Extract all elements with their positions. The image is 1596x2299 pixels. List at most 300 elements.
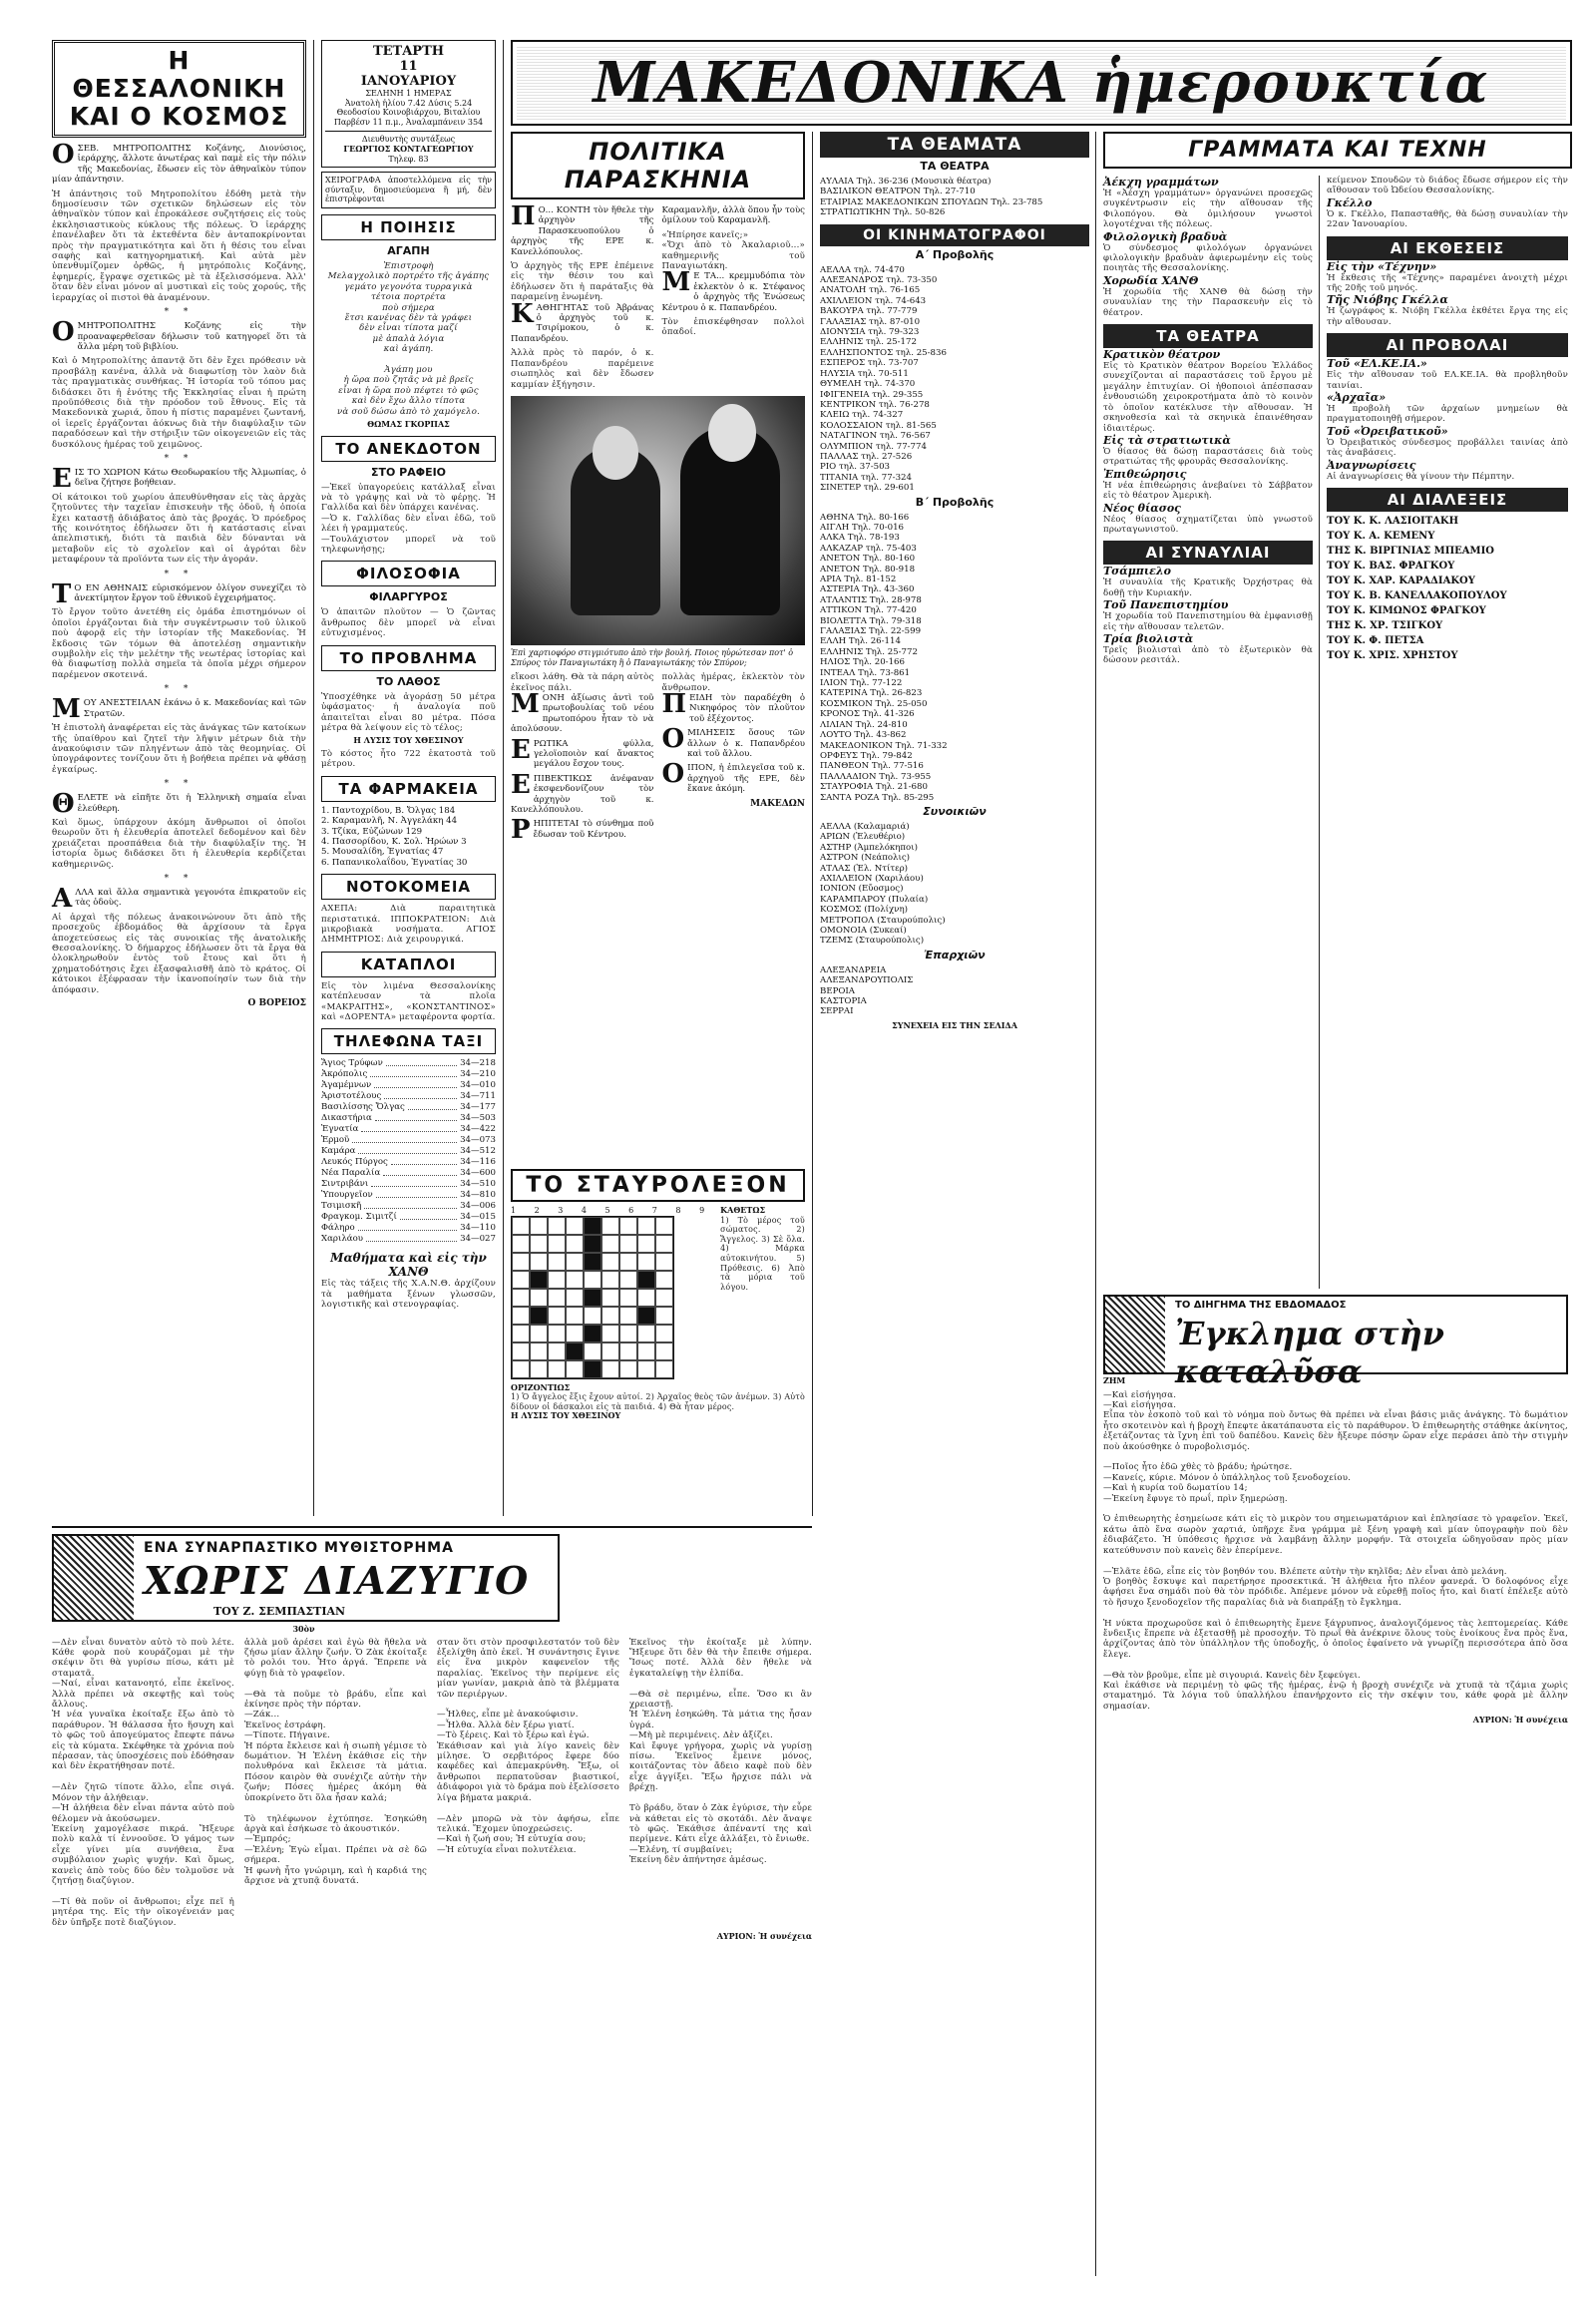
crossword-cell	[530, 1325, 548, 1342]
cinemas-header: ΟΙ ΚΙΝΗΜΑΤΟΓΡΑΦΟΙ	[820, 224, 1089, 246]
crossword-cell	[619, 1235, 637, 1253]
arts-subhead: Ἀναγνωρίσεις	[1327, 458, 1416, 472]
banner-decoration	[54, 1536, 134, 1620]
cinemas-first-run-label: Α΄ Προβολῆς	[915, 247, 995, 261]
crossword-cell	[637, 1342, 655, 1360]
crossword-cell	[512, 1342, 530, 1360]
arts-body: Ἡ προβολὴ τῶν ἀρχαίων μνημείων θὰ πραγματοποιηθῇ σήμερον.	[1327, 404, 1568, 425]
taxi-row	[321, 1135, 496, 1146]
problem-solution-label: Η ΛΥΣΙΣ ΤΟΥ ΧΘΕΣΙΝΟΥ	[353, 735, 464, 746]
cinema-entry: ΤΙΤΑΝΙΑ τηλ. 77-324	[820, 472, 912, 483]
cinema-entry: ΑΛΕΞΑΝΔΡΟΣ τηλ. 73-350	[820, 275, 938, 286]
taxi-stand: Ἄγιος Τρύφων	[321, 1058, 383, 1069]
lecture-speaker: ΤΗΣ Κ. ΧΡ. ΤΣΙΓΚΟΥ	[1327, 620, 1443, 632]
date-month: ΙΑΝΟΥΑΡΙΟΥ	[360, 74, 457, 89]
crossword-cell	[530, 1360, 548, 1378]
taxi-stand: Καμάρα	[321, 1146, 356, 1157]
neighbourhood-cinema-list	[820, 822, 1089, 947]
editor-phone: Τηλεφ. 83	[388, 154, 429, 164]
cinema-entry: ΣΤΑΥΡΟΦΙΑ Τηλ. 21-680	[820, 782, 928, 793]
column-rule	[313, 40, 314, 1516]
article-paragraph: ΘΕΛΕΤΕ νὰ εἰπῆτε ὅτι ἡ Ἑλληνικὴ σημαία εἶναι ἐλεύθερη.	[52, 789, 306, 820]
arts-body: Ἡ χορωδία τῆς ΧΑΝΘ θὰ δώσῃ τὴν συναυλίαν της τὴν Παρασκευὴν εἰς τὸ θέατρον.	[1103, 286, 1313, 318]
problem-header: ΤΟ ΠΡΟΒΛΗΜΑ	[321, 645, 496, 671]
crossword-cell	[530, 1307, 548, 1325]
taxi-row	[321, 1146, 496, 1157]
crossword-horizontal-label: ΟΡΙΖΟΝΤΙΩΣ	[511, 1381, 571, 1392]
cinema-entry: ΟΡΦΕΥΣ Τηλ. 79-842	[820, 750, 913, 761]
masthead	[511, 40, 1572, 126]
cinema-entry: ΑΤΛΑΝΤΙΣ Τηλ. 28-978	[820, 594, 922, 605]
serial-kicker: ΕΝΑ ΣΥΝΑΡΠΑΣΤΙΚΟ ΜΥΘΙΣΤΟΡΗΜΑ	[144, 1540, 454, 1556]
crossword-cell	[601, 1235, 619, 1253]
lecture-speaker: ΤΟΥ Κ. ΚΙΜΩΝΟΣ ΦΡΑΓΚΟΥ	[1327, 605, 1486, 617]
taxi-row	[321, 1157, 496, 1168]
cinema-entry: ΕΛΛΗΝΙΣ Τηλ. 25-772	[820, 646, 918, 657]
crossword-cell	[637, 1235, 655, 1253]
article-body: Ἡ ἐπιστολὴ ἀναφέρεται εἰς τὰς ἀνάγκας τῶν κατοίκων τῆς ὑπαίθρου καὶ ζητεῖ τὴν λῆψιν μέτρων διὰ τὴν ἀνακούφισιν τῶν πληγέντων ἀπὸ τὰς θεομηνίας. Οἱ ὑπογράφοντες τονίζουν ὅτι ἡ βοήθεια πρέπει νὰ φθάσῃ ἐγκαίρως.	[52, 723, 306, 775]
crossword-section	[511, 1169, 805, 1421]
arts-body: κείμενον Σπουδῶν τὸ διάδος ἔδωσε σήμερον εἰς τὴν αἴθουσαν τοῦ Ὠδείου Θεσσαλονίκης.	[1327, 176, 1568, 196]
arts-body: Ἡ ἔκθεσις τῆς «Τέχνης» παραμένει ἀνοιχτὴ μέχρι τῆς 20ῆς τοῦ μηνός.	[1327, 272, 1568, 294]
poem-header: Η ΠΟΙΗΣΙΣ	[321, 214, 496, 240]
crossword-cell	[548, 1342, 566, 1360]
article-body: Αἱ ἀρχαὶ τῆς πόλεως ἀνακοινώνουν ὅτι ἀπὸ τῆς προσεχοῦς ἑβδομάδος θὰ ἀρχίσουν τὰ ἔργα ἀποχετεύσεως εἰς τὰς συνοικίας τῆς ἀνατολικῆς Θεσσαλονίκης. Ὁ δήμαρχος ἐδήλωσεν ὅτι τὰ ἔργα θὰ ὁλοκληρωθοῦν ἐντὸς τοῦ ἔτους καὶ ὅτι ἡ χρηματοδότησις ἔχει ἐξασφαλισθῆ ἀπὸ τὸ κράτος. Οἱ κάτοικοι ἐξέφρασαν τὴν ἱκανοποίησίν των διὰ τὴν ἀπόφασιν.	[52, 912, 306, 995]
arts-body: Ὁ κ. Γκέλλο, Παπασταθῆς, θὰ δώσῃ συναυλίαν τὴν 22αν Ἰανουαρίου.	[1327, 208, 1568, 230]
column-thessaloniki	[52, 40, 306, 1516]
arts-body: Ἡ συναυλία τῆς Κρατικῆς Ὀρχήστρας θὰ δοθῇ τὴν Κυριακήν.	[1103, 577, 1313, 598]
theatre-entry: ΣΤΡΑΤΙΩΤΙΚΗΝ Τηλ. 50-826	[820, 207, 946, 218]
photo-figure-head	[708, 404, 756, 462]
taxi-row	[321, 1168, 496, 1179]
arts-body: Εἰς τὸ Κρατικὸν θέατρον Βορείου Ἑλλάδος συνεχίζονται αἱ παραστάσεις τοῦ ἔργου μὲ μεγάλην ἐπιτυχίαν. Οἱ ἠθοποιοὶ ἀπέσπασαν ἐνθουσιώδη χειροκροτήματα ἀπὸ τὸ κοινὸν τὸ ὁποῖον κατέκλυσε τὴν αἴθουσαν. Ἡ σκηνοθεσία καὶ τὰ σκηνικὰ ἐπαινέθησαν ἰδιαιτέρως.	[1103, 361, 1313, 434]
crossword-cell	[512, 1235, 530, 1253]
article-paragraph: ΤΟ ΕΝ ΑΘΗΝΑΙΣ εὑρισκόμενον ὀλίγον συνεχίζει τὸ ἀνεκτίμητον ἔργον τοῦ ἐθνικοῦ ἐγχειρήματος.	[52, 578, 306, 609]
taxi-stand: Βασιλίσσης Ὄλγας	[321, 1102, 405, 1113]
continued-note: ΣΥΝΕΧΕΙΑ ΕΙΣ ΤΗΝ ΣΕΛΙΔΑ	[892, 1019, 1017, 1030]
section-header-politics: ΠΟΛΙΤΙΚΑ ΠΑΡΑΣΚΗΝΙΑ	[511, 132, 805, 199]
cinema-entry: ΑΕΛΛΑ τηλ. 74-470	[820, 264, 905, 275]
taxi-phone: 34—015	[460, 1212, 496, 1223]
arts-body: Νέος θίασος σχηματίζεται ὑπὸ γνωστοῦ πρωταγωνιστοῦ.	[1103, 514, 1313, 535]
taxi-stand: Ἑρμοῦ	[321, 1135, 350, 1146]
cinema-entry: ΕΛΛΗ Τηλ. 26-114	[820, 636, 901, 647]
crossword-cell	[566, 1289, 584, 1307]
cinema-entry: ΣΕΡΡΑΙ	[820, 1006, 854, 1017]
date-number: 11	[399, 59, 418, 74]
article-paragraph: ΠΟ... ΚΟΝΤΗ τὸν ἤθελε τὴν ἀρχηγὸν τῆς Παρασκευοπούλου ὁ ἀρχηγὸς τῆς ΕΡΕ κ. Κανελλόπουλος.	[511, 201, 654, 257]
cinema-entry: ΚΕΝΤΡΙΚΟΝ τηλ. 76-278	[820, 399, 930, 410]
deputy-info: Παρβέσν 11 π.μ., Ἀναλαμπάνειν 354	[333, 117, 484, 127]
hospitals-header: ΝΟΤΟΚΟΜΕΙΑ	[321, 874, 496, 900]
taxi-row	[321, 1080, 496, 1091]
arts-body: Αἱ ἀναγνωρίσεις θὰ γίνουν τὴν Πέμπτην.	[1327, 471, 1515, 482]
cinema-entry: ΑΡΙΩΝ (Ἐλευθέριο)	[820, 832, 906, 843]
hospitals-body: ΑΧΕΠΑ: Διὰ παραιτητικὰ περιστατικά. ΙΠΠΟΚΡΑΤΕΙΟΝ: Διὰ μικροβιακὰ νοσήματα. ΑΓΙΟΣ ΔΗΜΗΤΡΙΟΣ: Διὰ χειρουργικά.	[321, 904, 496, 946]
taxi-phone: 34—218	[460, 1058, 496, 1069]
cinema-entry: ΑΛΕΞΑΝΔΡΕΙΑ	[820, 964, 887, 975]
cinema-entry: ΚΑΡΑΜΠΑΡΟΥ (Πυλαία)	[820, 894, 929, 905]
cinema-entry: ΣΑΝΤΑ ΡΟΖΑ Τηλ. 85-295	[820, 792, 935, 803]
article-paragraph: ΕΠΙΒΕΚΤΙΚΩΣ ἀνέφαναν ἐκσφενδονίζουν τὸν ἀρχηγὸν τοῦ κ. Κανελλόπουλου.	[511, 769, 654, 815]
cinema-entry: ΙΦΙΓΕΝΕΙΑ τηλ. 29-355	[820, 389, 924, 400]
pharmacy-entry: 5. Μουσαλίδη, Ἐγνατίας 47	[321, 847, 444, 858]
crossword-cell	[619, 1271, 637, 1289]
arts-body: Ἡ χορωδία τοῦ Πανεπιστημίου θὰ ἐμφανισθῇ εἰς τὴν αἴθουσαν τελετῶν.	[1103, 611, 1313, 632]
cinema-entry: ΚΟΣΜΟΣ (Πολίχνη)	[820, 905, 908, 916]
cinema-entry: ΡΙΟ τηλ. 37-503	[820, 462, 891, 473]
article-paragraph: ΑΛΛΑ καὶ ἄλλα σημαντικὰ γεγονότα ἐπικρατοῦν εἰς τὰς ὁδοὺς.	[52, 883, 306, 914]
concerts-header: ΑΙ ΣΥΝΑΥΛΙΑΙ	[1103, 541, 1313, 565]
crossword-cell	[548, 1360, 566, 1378]
crossword-cell	[601, 1307, 619, 1325]
crossword-cell	[655, 1307, 673, 1325]
article-paragraph: ΕΙΣ ΤΟ ΧΩΡΙΟΝ Κάτω Θεοδωρακίου τῆς Ἀλμωπίας, ὁ δεῖνα ζήτησε βοήθειαν.	[52, 463, 306, 494]
crossword-numbers: 1 2 3 4 5 6 7 8 9	[511, 1206, 713, 1215]
crossword-cell	[619, 1289, 637, 1307]
arts-body: Ἡ ζωγράφος κ. Νιόβη Γκέλλα ἐκθέτει ἔργα της εἰς τὴν αἴθουσαν.	[1327, 306, 1568, 327]
section-header-thessaloniki	[52, 40, 306, 138]
pharmacies-header: ΤΑ ΦΑΡΜΑΚΕΙΑ	[321, 776, 496, 802]
cinema-entry: ΕΣΠΕΡΟΣ τηλ. 73-707	[820, 358, 919, 369]
short-story-author: ΖΗΜ	[1103, 1375, 1126, 1385]
taxi-stand: Ὑπουργεῖον	[321, 1190, 373, 1201]
article-paragraph: ΡΗΠΙΤΕΤΑΙ τὸ σύνθημα ποῦ ἔδωσαν τοῦ Κέντρου.	[511, 815, 654, 846]
taxi-stand: Φάληρο	[321, 1223, 355, 1234]
column-rule	[812, 132, 813, 1516]
taxi-row	[321, 1113, 496, 1124]
taxi-phone: 34—210	[460, 1069, 496, 1080]
serial-banner	[52, 1534, 560, 1622]
date-box	[321, 40, 496, 168]
theatre-section-header: ΤΑ ΘΕΑΤΡΑ	[1103, 324, 1313, 348]
crossword-cell	[548, 1217, 566, 1235]
crossword-cell	[530, 1217, 548, 1235]
article-paragraph: ΠΕΙΔΗ τὸν παραδέχθη ὁ Νικηφόρος τὸν πλοῦτον τοῦ ἐξέχοντος.	[661, 688, 805, 724]
problem-solution-body: Τὸ κόστος ἦτο 722 ἑκατοστὰ τοῦ μέτρου.	[321, 748, 496, 770]
cinema-entry: ΗΛΙΟΣ Τηλ. 20-166	[820, 657, 905, 668]
arts-subhead: Τοῦ Πανεπιστημίου	[1103, 598, 1229, 612]
philosophy-header: ΦΙΛΟΣΟΦΙΑ	[321, 561, 496, 586]
taxi-stand: Δικαστήρια	[321, 1113, 372, 1124]
taxi-phone: 34—010	[460, 1080, 496, 1091]
column-rule	[1095, 132, 1096, 2276]
crossword-cell	[512, 1325, 530, 1342]
crossword-cell	[637, 1253, 655, 1271]
serial-body: Ἐκεῖνος τὴν ἐκοίταξε μὲ λύπην. Ἤξευρε ὅτι δὲν θὰ τὴν ἔπειθε σήμερα. Ἴσως ποτέ. Ἀλλὰ δὲν ἤθελε νὰ ἐγκαταλείψῃ τὴν ἐλπίδα. —Θὰ σὲ περιμένω, εἶπε. Ὅσο κι ἂν χρειαστῇ. Ἡ Ἑλένη ἐσηκώθη. Τὰ μάτια της ἦσαν ὑγρά. —Μὴ μὲ περιμένεις. Δὲν ἀξίζει. Καὶ ἔφυγε γρήγορα, χωρὶς νὰ γυρίσῃ πίσω. Ἐκεῖνος ἔμεινε μόνος, κοιτάζοντας τὸν ἄδειο καφὲ ποὺ δὲν εἶχε ἀγγίξει. Ἔξω ἤρχισε πάλι νὰ βρέχῃ. Τὸ βράδυ, ὅταν ὁ Ζὰκ ἐγύρισε, τὴν εὗρε νὰ κάθεται εἰς τὸ σκοτάδι. Δὲν ἄναψε τὸ φῶς. Ἐκάθισε ἀπέναντί της καὶ περίμενε. Κάτι εἶχε ἀλλάξει, τὸ ἔνιωθε. —Ἑλένη, τί συμβαίνει; Ἐκείνη δὲν ἀπήντησε ἀμέσως.	[629, 1637, 812, 1866]
crossword-cell	[619, 1217, 637, 1235]
cinema-entry: ΚΑΤΕΡΙΝΑ Τηλ. 26-823	[820, 688, 923, 699]
cinema-entry: ΑΡΙΑ Τηλ. 81-152	[820, 575, 897, 584]
crossword-cell	[637, 1271, 655, 1289]
pharmacy-entry: 1. Παντοχρίδου, Β. Ὄλγας 184	[321, 805, 456, 816]
cinema-entry: ΚΑΣΤΟΡΙΑ	[820, 996, 867, 1007]
arts-subhead: Ἐπιθεώρησις	[1103, 467, 1187, 481]
cinema-entry: ΑΛΕΞΑΝΔΡΟΥΠΟΛΙΣ	[820, 975, 914, 986]
neighbourhood-cinemas-label: Συνοικιῶν	[923, 804, 987, 818]
taxi-phone: 34—600	[460, 1168, 496, 1179]
arts-subhead: Γκέλλο	[1327, 195, 1373, 209]
crossword-cell	[637, 1289, 655, 1307]
arts-subhead: Φιλολογικὴ βραδυὰ	[1103, 229, 1228, 243]
taxi-phone: 34—503	[460, 1113, 496, 1124]
cinema-entry: ΑΕΛΛΑ (Καλαμαριά)	[820, 821, 910, 832]
arts-subhead: Τοῦ «Ὀρειβατικοῦ»	[1327, 424, 1448, 438]
lecture-speaker: ΤΗΣ Κ. ΒΙΡΓΙΝΙΑΣ ΜΠΕΑΜΙΟ	[1327, 546, 1495, 558]
crossword-cell	[619, 1253, 637, 1271]
cinemas-second-run-label: Β΄ Προβολῆς	[915, 495, 995, 509]
cinema-entry: ΑΤΤΙΚΟΝ Τηλ. 77-420	[820, 605, 917, 616]
crossword-cell	[655, 1217, 673, 1235]
crossword-cell	[619, 1307, 637, 1325]
crossword-cell	[655, 1289, 673, 1307]
column-rule	[1319, 176, 1320, 1289]
arts-body: Ὁ σύνδεσμος φιλολόγων ὀργανώνει φιλολογικὴν βραδυὰν ἀφιερωμένην εἰς τοὺς ποιητὰς τῆς Θεσσαλονίκης.	[1103, 242, 1313, 274]
lecture-speaker: ΤΟΥ Κ. ΒΑΣ. ΦΡΑΓΚΟΥ	[1327, 561, 1455, 573]
crossword-cell	[584, 1360, 601, 1378]
cinema-entry: ΑΝΕΤΟΝ Τηλ. 80-918	[820, 564, 916, 575]
taxi-header: ΤΗΛΕΦΩΝΑ ΤΑΞΙ	[321, 1028, 496, 1054]
cinema-entry: ΚΟΛΟΣΣΑΙΟΝ τηλ. 81-565	[820, 420, 937, 431]
article-body: Ἀλλὰ πρὸς τὸ παρόν, ὁ κ. Παπανδρέου παρέμεινε σιωπηλὸς καὶ δὲν ἔδωσεν καμμίαν ἐξήγησιν.	[511, 348, 654, 390]
serial-body: ἀλλὰ μοῦ ἀρέσει καὶ ἐγὼ θὰ ἤθελα νὰ ζήσω μίαν ἄλλην ζωήν. Ὁ Ζὰκ ἐκοίταξε τὸ ρολόι του. Ἦτο ἀργά. Ἔπρεπε νὰ φύγῃ διὰ τὸ γραφεῖον. —Θὰ τὰ ποῦμε τὸ βράδυ, εἶπε καὶ ἐκίνησε πρὸς τὴν πόρταν. —Ζάκ... Ἐκεῖνος ἐστράφη. —Τίποτε. Πήγαινε. Ἡ πόρτα ἔκλεισε καὶ ἡ σιωπὴ γέμισε τὸ δωμάτιον. Ἡ Ἑλένη ἐκάθισε εἰς τὴν πολυθρόνα καὶ ἔκλεισε τὰ μάτια. Πόσον καιρὸν θὰ συνέχιζε αὐτὴν τὴν ζωήν; Πόσες ἡμέρες ἀκόμη θὰ ὑποκρίνετο ὅτι ὅλα ἦσαν καλά; Τὸ τηλέφωνον ἐχτύπησε. Ἐσηκώθη ἀργὰ καὶ ἐσήκωσε τὸ ἀκουστικόν. —Ἐμπρός; —Ἑλένη; Ἐγὼ εἶμαι. Πρέπει νὰ σὲ δῶ σήμερα. Ἡ φωνὴ ἦτο γνώριμη, καὶ ἡ καρδιά της ἄρχισε νὰ χτυπᾷ δυνατά.	[244, 1637, 427, 1886]
article-body: πολλὰς ἡμέρας, ἐκλεκτὸν τὸν ἄνθρωπον.	[661, 672, 805, 693]
article-paragraph: ΟΜΙΛΗΣΕΙΣ ὅσους τῶν ἄλλων ὁ κ. Παπανδρέου καὶ τοῦ ἄλλου.	[661, 724, 805, 759]
provincial-cinema-list	[820, 965, 1089, 1017]
separator-asterisks: * *	[164, 307, 195, 318]
anecdote-title: ΣΤΟ ΡΑΦΕΙΟ	[370, 465, 447, 479]
article-paragraph: ΟΙΠΟΝ, ἡ ἐπιλεγεῖσα τοῦ κ. ἀρχηγοῦ τῆς ΕΡΕ, δὲν ἔκανε ἀκόμη.	[661, 759, 805, 795]
serial-episode: 30ὸν	[292, 1624, 315, 1634]
sun-info: Ἀνατολὴ ἡλίου 7.42 Δύσις 5.24	[344, 98, 473, 108]
cinema-entry: ΚΟΣΜΙΚΟΝ Τηλ. 25-050	[820, 698, 928, 709]
cinema-entry: ΑΧΙΛΛΕΙΟΝ (Χαριλάου)	[820, 873, 924, 884]
screenings-header: ΑΙ ΠΡΟΒΟΛΑΙ	[1327, 333, 1568, 357]
serial-footer: ΑΥΡΙΟΝ: Ἡ συνέχεια	[716, 1930, 812, 1941]
problem-body: Ὑποσχέθηκε νὰ ἀγοράσῃ 50 μέτρα ὑφάσματος· ἡ ἀναλογία ποῦ ἀπαιτεῖται εἶναι 80 μέτρα. Πόσα μέτρα θὰ λείψουν εἰς τὸ τέλος;	[321, 691, 496, 733]
column-entertainment	[820, 132, 1089, 2276]
crossword-cell	[601, 1325, 619, 1342]
editor-name: ΓΕΩΡΓΙΟΣ ΚΟΝΤΑΓΕΩΡΓΙΟΥ	[343, 143, 474, 154]
cinema-entry: ΕΛΛΗΝΙΣ τηλ. 25-172	[820, 337, 917, 348]
crossword-cell	[584, 1217, 601, 1235]
philosophy-title: ΦΙΛΑΡΓΥΡΟΣ	[369, 590, 448, 604]
crossword-cell	[566, 1217, 584, 1235]
cinema-entry: ΓΑΛΑΞΙΑΣ Τηλ. 22-599	[820, 626, 922, 637]
lectures-header: ΑΙ ΔΙΑΛΕΞΕΙΣ	[1327, 488, 1568, 512]
saints-info: Θεοδοσίου Κοινοβιάρχου, Βιταλίου	[336, 108, 481, 118]
arts-subhead: «Ἀρχαῖα»	[1327, 391, 1387, 405]
arts-subhead: Εἰς τὰ στρατιωτικὰ	[1103, 433, 1231, 447]
arts-body: Ὁ θίασος θὰ δώσῃ παραστάσεις διὰ τοὺς στρατιώτας τῆς φρουρᾶς Θεσσαλονίκης.	[1103, 446, 1313, 468]
pharmacies-list	[321, 806, 496, 868]
crossword-cell	[584, 1289, 601, 1307]
crossword-cell	[566, 1253, 584, 1271]
crossword-vertical-label: ΚΑΘΕΤΩΣ	[720, 1205, 766, 1215]
crossword-cell	[584, 1271, 601, 1289]
crossword-cell	[655, 1360, 673, 1378]
crossword-cell	[512, 1360, 530, 1378]
short-story-footer: ΑΥΡΙΟΝ: Ἡ συνέχεια	[1472, 1715, 1568, 1725]
cinema-entry: ΑΤΛΑΣ (Ἐλ. Ντίτερ)	[820, 863, 909, 874]
cinema-entry: ΒΑΚΟΥΡΑ τηλ. 77-779	[820, 306, 918, 317]
crossword-cell	[566, 1307, 584, 1325]
theatre-entry: ΑΥΛΑΙΑ Τηλ. 36-236 (Μουσικὰ θέατρα)	[820, 177, 992, 187]
cinema-entry: ΠΑΛΛΑΔΙΟΝ Τηλ. 73-955	[820, 771, 932, 782]
crossword-cell	[566, 1235, 584, 1253]
crossword-cell	[566, 1360, 584, 1378]
taxi-phone: 34—073	[460, 1135, 496, 1146]
taxi-row	[321, 1234, 496, 1245]
crossword-cell	[548, 1289, 566, 1307]
crossword-cell	[530, 1235, 548, 1253]
crossword-grid	[511, 1216, 674, 1379]
arts-subhead: Ἀέκχη γραμμάτων	[1103, 176, 1219, 189]
poem-author: ΘΩΜΑΣ ΓΚΟΡΠΑΣ	[367, 419, 450, 430]
crossword-cell	[601, 1271, 619, 1289]
cinema-entry: ΙΟΝΙΟΝ (Εὔοσμος)	[820, 884, 904, 895]
ships-header: ΚΑΤΑΠΛΟΙ	[321, 952, 496, 977]
crossword-cell	[601, 1253, 619, 1271]
taxi-stand: Λευκός Πύργος	[321, 1157, 388, 1168]
cinema-entry: ΙΝΤΕΑΛ Τηλ. 73-861	[820, 667, 911, 678]
article-paragraph: ΟΜΗΤΡΟΠΟΛΙΤΗΣ Κοζάνης εἰς τὴν προαναφερθεῖσαν δήλωσιν τοῦ κατηγορεῖ ὅτι τὰ ἄλλα μέρη τοῦ βιβλίου.	[52, 317, 306, 352]
article-paragraph: ΜΟΝΗ ἀξίωσις ἀντὶ τοῦ πρωτοβουλίας τοῦ νέου πρωτοπόρου ἦταν τὸ νὰ ἀπολύσουν.	[511, 688, 654, 735]
arts-subhead: Νέος θίασος	[1103, 501, 1181, 515]
taxi-stand: Σιντριβάνι	[321, 1179, 369, 1190]
crossword-cell	[584, 1342, 601, 1360]
cinema-entry: ΑΝΕΤΟΝ Τηλ. 80-160	[820, 554, 916, 565]
taxi-row	[321, 1190, 496, 1201]
crossword-cell	[512, 1253, 530, 1271]
crossword-cell	[566, 1342, 584, 1360]
article-paragraph: ΟΣΕΒ. ΜΗΤΡΟΠΟΛΙΤΗΣ Κοζάνης, Διονύσιος, ἱεράρχης, ἄλλοτε ἀνωτέρας καὶ παμὲ εἰς τὴν πόλιν τῆς Μακεδονίας, ἔδωσεν εἰς τὸν ἀθηναϊκὸν τύπον μίαν ἀπάντησιν.	[52, 140, 306, 186]
crossword-cell	[655, 1271, 673, 1289]
cinema-entry: ΠΑΝΘΕΟΝ Τηλ. 77-516	[820, 761, 924, 772]
taxi-phone: 34—110	[460, 1223, 496, 1234]
crossword-cell	[655, 1342, 673, 1360]
cinema-entry: ΓΑΛΑΞΙΑΣ τηλ. 87-010	[820, 316, 921, 327]
cinema-list	[820, 265, 1089, 494]
cinema-entry: ΑΛΚΑΖΑΡ τηλ. 75-403	[820, 543, 917, 554]
taxi-list	[321, 1058, 496, 1245]
poem-title: ΑΓΑΠΗ	[387, 243, 430, 257]
cinema-entry: ΑΣΤΕΡΙΑ Τηλ. 43-360	[820, 584, 915, 595]
article-paragraph: ΕΡΩΤΙΚΑ φύλλα, γελοϊοποιὸν καί ἄνακτος μεγάλου ἔσχον τους.	[511, 734, 654, 770]
cinema-entry: ΑΛΚΑ Τηλ. 78-193	[820, 533, 900, 544]
serial-novel-section	[52, 1526, 812, 2284]
short-story-title: Ἐγκλημα στὴν καταλῦσα	[1175, 1315, 1444, 1390]
separator-asterisks: * *	[164, 684, 195, 695]
photo-parliament	[511, 396, 805, 645]
crossword-cell	[566, 1325, 584, 1342]
crossword-cell	[601, 1342, 619, 1360]
author-signature: Ο ΒΟΡΕΙΟΣ	[247, 998, 306, 1009]
banner-decoration	[1105, 1297, 1165, 1372]
taxi-row	[321, 1069, 496, 1080]
cinema-entry: ΘΥΜΕΛΗ τηλ. 74-370	[820, 379, 916, 390]
taxi-stand: Ἀκρόπολις	[321, 1069, 368, 1080]
cinema-entry: ΑΣΤΡΟΝ (Νεάπολις)	[820, 853, 911, 864]
lecture-speaker: ΤΟΥ Κ. Α. ΚΕΜΕΝΥ	[1327, 531, 1435, 543]
section-title: Η ΘΕΣΣΑΛΟΝΙΚΗ ΚΑΙ Ο ΚΟΣΜΟΣ	[69, 46, 289, 131]
crossword-cell	[566, 1271, 584, 1289]
anecdote-header: ΤΟ ΑΝΕΚΔΟΤΟΝ	[321, 436, 496, 462]
cinema-entry: ΠΑΛΛΑΣ τηλ. 27-526	[820, 451, 913, 462]
cinema-entry: ΑΘΗΝΑ Τηλ. 80-166	[820, 512, 910, 523]
crossword-cell	[619, 1342, 637, 1360]
lecture-speaker: ΤΟΥ Κ. Β. ΚΑΝΕΛΛΑΚΟΠΟΥΛΟΥ	[1327, 590, 1507, 602]
photo-figure-head	[593, 426, 638, 480]
article-paragraph: ΜΟΥ ΑΝΕΣΤΕΙΛΑΝ ἐκάνω ὁ κ. Μακεδονίας καὶ τῶν Στρατῶν.	[52, 694, 306, 725]
taxi-phone: 34—510	[460, 1179, 496, 1190]
cinema-entry: ΑΣΤΗΡ (Ἀμπελόκηποι)	[820, 842, 918, 853]
crossword-cell	[584, 1235, 601, 1253]
arts-subhead: Κρατικὸν θέατρον	[1103, 348, 1221, 362]
crossword-cell	[655, 1325, 673, 1342]
separator-asterisks: * *	[164, 569, 195, 579]
crossword-cell	[512, 1307, 530, 1325]
lecture-speaker: ΤΟΥ Κ. Φ. ΠΕΤΣΑ	[1327, 635, 1424, 647]
theatre-entry: ΒΑΣΙΛΙΚΟΝ ΘΕΑΤΡΟΝ Τηλ. 27-710	[820, 187, 976, 197]
taxi-stand: Τσιμισκῆ	[321, 1201, 362, 1212]
taxi-stand: Ἀριστοτέλους	[321, 1091, 382, 1102]
article-body: Τὸν ἐπισκέφθησαν πολλοὶ ὁπαδοί.	[661, 317, 805, 338]
cinema-entry: ΑΙΓΛΗ Τηλ. 70-016	[820, 522, 905, 533]
crossword-cell	[548, 1253, 566, 1271]
crossword-cell	[655, 1235, 673, 1253]
cinema-entry: ΛΟΥΤΟ Τηλ. 43-862	[820, 730, 907, 741]
arts-body: Ἡ νέα ἐπιθεώρησις ἀνεβαίνει τὸ Σάββατον εἰς τὸ θέατρον Ἀμερικὴ.	[1103, 480, 1313, 502]
cinema-entry: ΚΛΕΙΩ τηλ. 74-327	[820, 410, 904, 421]
column-misc	[321, 40, 496, 1516]
taxi-stand: Νέα Παραλία	[321, 1168, 381, 1179]
taxi-phone: 34—177	[460, 1102, 496, 1113]
taxi-row	[321, 1091, 496, 1102]
exhibitions-header: ΑΙ ΕΚΘΕΣΕΙΣ	[1327, 236, 1568, 260]
crossword-cell	[637, 1360, 655, 1378]
article-body: Τὸ ἔργον τοῦτο ἀνετέθη εἰς ὁμάδα ἐπιστημόνων οἱ ὁποῖοι ἐργάζονται διὰ τὴν συγκέντρωσιν τοῦ ὑλικοῦ ποὺ ἀφορᾷ εἰς τὴν ἱστορίαν τῆς Μακεδονίας. Ἡ ἔκδοσις τῶν τόμων θὰ ἀποτελέσῃ σημαντικὴν συμβολὴν εἰς τὴν μελέτην τῆς νεωτέρας ἱστορίας καὶ θὰ διαφωτίσῃ πολλὰ σημεῖα τὰ ὁποῖα μέχρι σήμερον παρέμενον σκοτεινά.	[52, 607, 306, 680]
theatre-list	[820, 177, 1089, 218]
taxi-row	[321, 1179, 496, 1190]
arts-body: Τρεῖς βιολισταὶ ἀπὸ τὸ ἐξωτερικὸν θὰ δώσουν ρεσιτάλ.	[1103, 644, 1313, 666]
cinema-entry: ΑΧΙΛΛΕΙΟΝ τηλ. 74-643	[820, 295, 927, 306]
column-politics	[511, 132, 805, 1516]
anecdote-body: —Ἐκεῖ ὑπαγορεύεις κατάλλαξ εἶναι νὰ τὸ γράψῃς καὶ νὰ τὸ φέρῃς. Ἡ Γαλλίδα καὶ δὲν ὑπάρχει κανένας. —Ὁ κ. Γαλλίδας δὲν εἶναι ἐδῶ, τοῦ λέει ἡ γραμματεύς. —Τουλάχιστον μπορεῖ νὰ τοῦ τηλεφωνήσῃς;	[321, 482, 496, 556]
crossword-cell	[619, 1360, 637, 1378]
taxi-phone: 34—006	[460, 1201, 496, 1212]
cinema-entry: ΗΛΥΣΙΑ τηλ. 70-511	[820, 368, 909, 379]
philosophy-body: Ὁ ἀπαιτῶν πλοῦτον — Ὁ ζῶντας ἄνθρωπος δὲν μπορεῖ νὰ εἶναι εὐτυχισμένος.	[321, 607, 496, 639]
cinema-entry: ΤΖΕΜΣ (Σταυρούπολις)	[820, 936, 925, 947]
taxi-stand: Ἐγνατία	[321, 1124, 359, 1135]
separator-asterisks: * *	[164, 873, 195, 884]
lecture-speaker: ΤΟΥ Κ. Κ. ΛΑΣΙΟΙΤΑΚΗ	[1327, 516, 1459, 528]
taxi-phone: 34—711	[460, 1091, 496, 1102]
taxi-row	[321, 1124, 496, 1135]
hano-body: Εἰς τὰς τάξεις τῆς Χ.Α.Ν.Θ. ἀρχίζουν τὰ μαθήματα ξένων γλωσσῶν, λογιστικῆς καὶ στενογραφίας.	[321, 1279, 496, 1311]
cinema-entry: ΔΙΟΝΥΣΙΑ τηλ. 79-323	[820, 327, 920, 338]
taxi-phone: 34—512	[460, 1146, 496, 1157]
column-exhibitions	[1327, 176, 1568, 1289]
section-header-arts: ΓΡΑΜΜΑΤΑ ΚΑΙ ΤΕΧΝΗ	[1103, 132, 1572, 169]
ships-body: Εἰς τὸν λιμένα Θεσσαλονίκης κατέπλευσαν τὰ πλοῖα «ΜΑΚΡΑΙΤΗΣ», «ΚΟΝΣΤΑΝΤΙΝΟΣ» καὶ «ΔΟΡΕΝΤΑ» μεταφέροντα φορτία.	[321, 980, 496, 1022]
cinema-entry: ΟΜΟΝΟΙΑ (Συκεαί)	[820, 926, 907, 936]
cinema-entry: ΟΛΥΜΠΙΟΝ τηλ. 77-774	[820, 441, 927, 452]
taxi-phone: 34—116	[460, 1157, 496, 1168]
short-story-kicker: ΤΟ ΔΙΗΓΗΜΑ ΤΗΣ ΕΒΔΟΜΑΔΟΣ	[1175, 1300, 1347, 1311]
article-body: Ἡ ἀπάντησις τοῦ Μητροπολίτου ἐδόθη μετὰ τὴν δημοσίευσιν τῶν σχετικῶν δηλώσεων εἰς τὸν ἀθηναϊκὸν τύπον καὶ ἐπροκάλεσε συζητήσεις εἰς τοὺς ἐκκλησιαστικοὺς κύκλους τῆς πόλεως. Ὁ ἱεράρχης ἐπανέλαβεν ὅτι τὰ ἐκτεθέντα δὲν ἀνταποκρίνονται πρὸς τὴν πραγματικότητα καὶ ὅτι ἡ θέσις του εἶναι σαφὴς καὶ κατηγορηματική. Καὶ αὐτὰ μὲν ὑπενθυμίζομεν ὀρθῶς, ἡ μητρόπολις Κοζάνης, ἐφημερίς, ἔγραψε σχετικῶς μὲ τὰ ἐξελισσόμενα. Ἀλλ' ὅταν δὲν εἶναι μόνον αἱ μυστικαὶ εἰς τοὺς χορούς, τῆς ἱεραρχίας οἱ πιστοὶ θὰ ἀναμένουν.	[52, 189, 306, 303]
